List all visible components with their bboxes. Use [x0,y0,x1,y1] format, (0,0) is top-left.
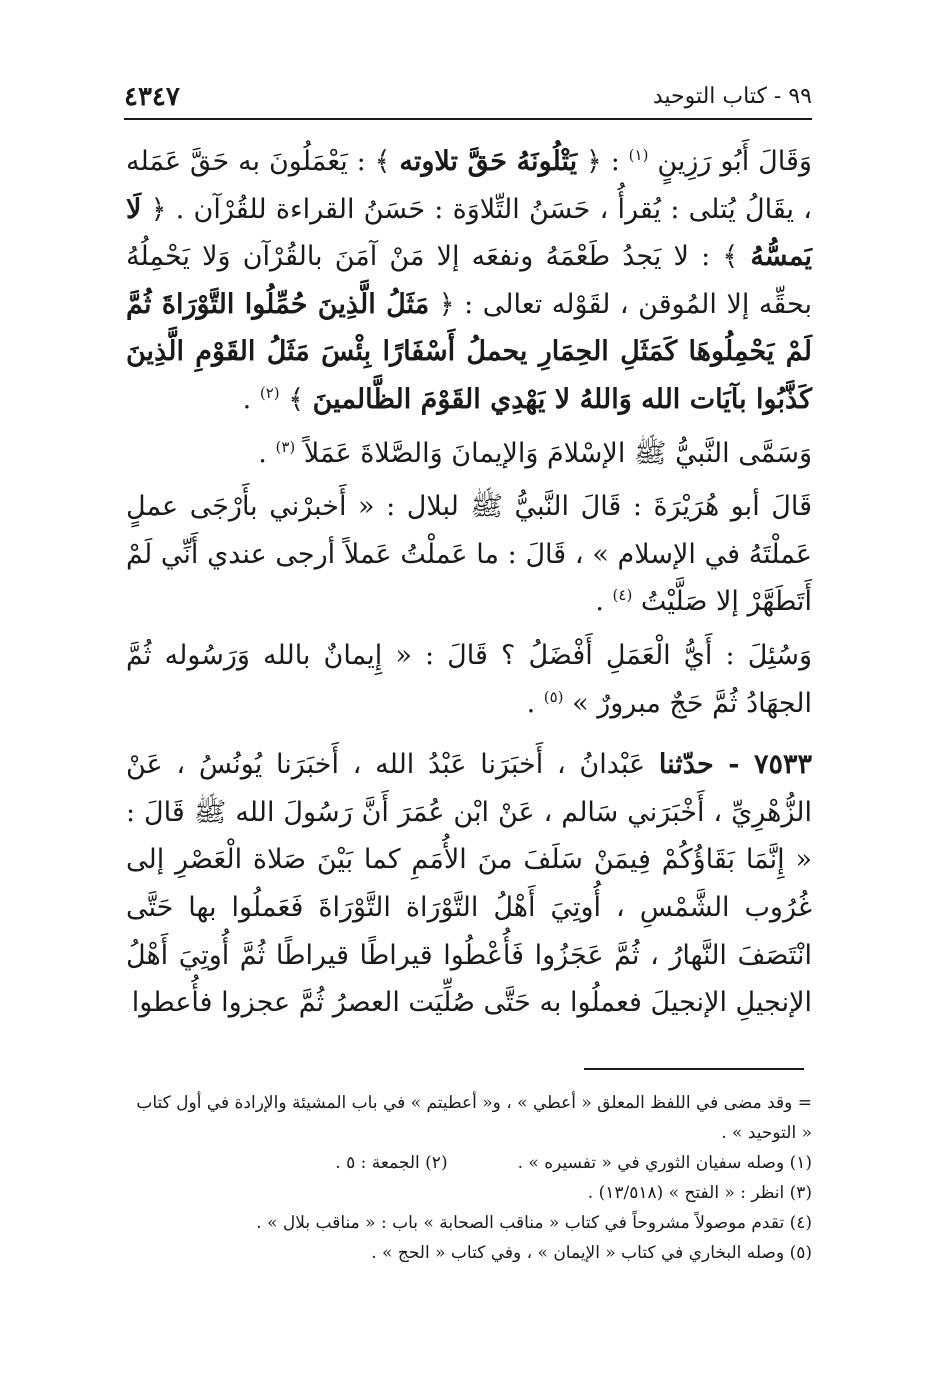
text-run: . [595,586,613,618]
text-run: ﴾ : يَعْمَلُونَ به حَقَّ عَمَله ، يقَالُ يُتلى : يُقرأُ ، حَسَنُ التِّلاوَة : حَسَنُ القراءة للقُرْآن . ﴿ [126,146,812,225]
footnote-marker: (٥) [543,687,564,706]
paragraph [126,138,812,424]
text-run: قَالَ أبو هُرَيْرَةَ : قَالَ النَّبيُّ ﷺ لبلال : « أَخبرْني بأَرْجَى عملٍ عَملْتَهُ في الإسلام » ، قَالَ : ما عَملْتُ عَملاً أرجى عندي أَنِّي لَمْ أَتَطَهَّرْ إلا صَلَّيْتُ [126,491,812,618]
text-run: . [526,687,544,719]
quran-quote: لَا يَمسُّهُ [126,193,812,273]
hadith-number: ٧٥٣٣ - حدّثنا [658,749,812,781]
footnote-4: (٤) تقدم موصولاً مشروحاً في كتاب « مناقب الصحابة » باب : « مناقب بلال » . [256,1213,812,1233]
footnote-separator [584,1068,804,1070]
page-header [124,82,812,120]
text-run: وَقَالَ أَبُو رَزِينٍ [657,146,812,177]
footnotes [130,1088,812,1268]
footnote-row [130,1148,812,1178]
quran-quote: مَثَلُ الَّذِينَ حُمِّلُوا التَّوْرَاةَ ثُمَّ لَمْ يَحْمِلُوهَا كَمَثَلِ الحِمَارِ يحملُ أَسْفَارًا بِئْسَ مَثَلُ القَوْمِ الَّذِينَ كَذَّبُوا بآيَات الله وَاللهُ لا يَهْدِي القَوْمَ الظَّالمينَ [126,288,812,415]
text-run: . [258,437,276,469]
page-number: ٤٣٤٧ [124,82,180,112]
footnote-marker: (٢) [259,383,280,402]
text-run: . [242,383,260,415]
text-run: عَبْدانُ ، أَخبَرَنا عَبْدُ الله ، أَخبَرَنا يُونُسُ ، عَنْ الزُّهْرِيِّ ، أَخْبَرَني سَالم ، عَنْ ابْن عُمَرَ أَنَّ رَسُولَ الله ﷺ قَالَ : « إِنَّمَا بَقَاؤُكُمْ فِيمَنْ سَلَفَ منَ الأُمَمِ كما بَيْنَ صَلاة الْعَصْرِ إلى غُرُوب الشَّمْسِ ، أُوتِيَ أَهْلُ التَّوْرَاة التَّوْرَاةَ فَعَملُوا بها حَتَّى انْتَصَفَ النَّهارُ ، ثُمَّ عَجَزُوا فَأُعْطُوا قيراطًا قيراطًا ثُمَّ أُوتِيَ أَهْلُ الإنجيلِ الإنجيلَ فعملُوا به حَتَّى صُلِّيَت العصرُ ثُمَّ عجزوا فأُعطوا [126,749,813,1019]
footnote-5: (٥) وصله البخاري في كتاب « الإيمان » ، وفي كتاب « الحج » . [371,1243,812,1263]
text-run: وَسَمَّى النَّبيُّ ﷺ الإسْلامَ وَالإيمانَ وَالصَّلاةَ عَمَلاً [303,437,812,469]
footnote-marker: (١) [628,146,649,164]
footnote-2: (٢) الجمعة : ٥ . [335,1153,448,1173]
paragraph [126,632,812,727]
chapter-title: ٩٩ - كتاب التوحيد [652,84,812,109]
footnote-marker: (٣) [275,437,296,456]
text-run: ﴾ [279,383,313,415]
footnote-marker: (٤) [612,586,633,605]
paragraph [126,430,812,478]
quran-quote: يَتْلُونَهُ حَقَّ تلاوته [399,146,578,177]
hadith-paragraph [126,741,812,1027]
footnote-1: (١) وصله سفيان الثوري في « تفسيره » . [517,1153,812,1173]
footnote-3: (٣) انظر : « الفتح » (١٣/٥١٨) . [587,1183,812,1203]
text-run: ﴾ : لا يَجدُ طَعْمَهُ ونفعَه إلا مَنْ آمَنَ بالقُرْآن وَلا يَحْمِلُهُ بحقِّه إلا المُوقن ، لقَوْله تعالى : ﴿ [126,241,812,320]
paragraph [126,483,812,626]
text-run: : ﴿ [577,146,620,177]
main-text [126,138,812,1027]
footnote-continued: = وقد مضى في اللفظ المعلق « أعطي » ، و« أعطيتم » في باب المشيئة والإرادة في أول كتاب « التوحيد » . [136,1093,812,1143]
text-run: وَسُئِلَ : أَيُّ الْعَمَلِ أَفْضَلُ ؟ قَالَ : « إِيمانٌ بالله وَرَسُوله ثُمَّ الجهَادُ ثُمَّ حَجٌ مبرورٌ » [126,639,812,719]
